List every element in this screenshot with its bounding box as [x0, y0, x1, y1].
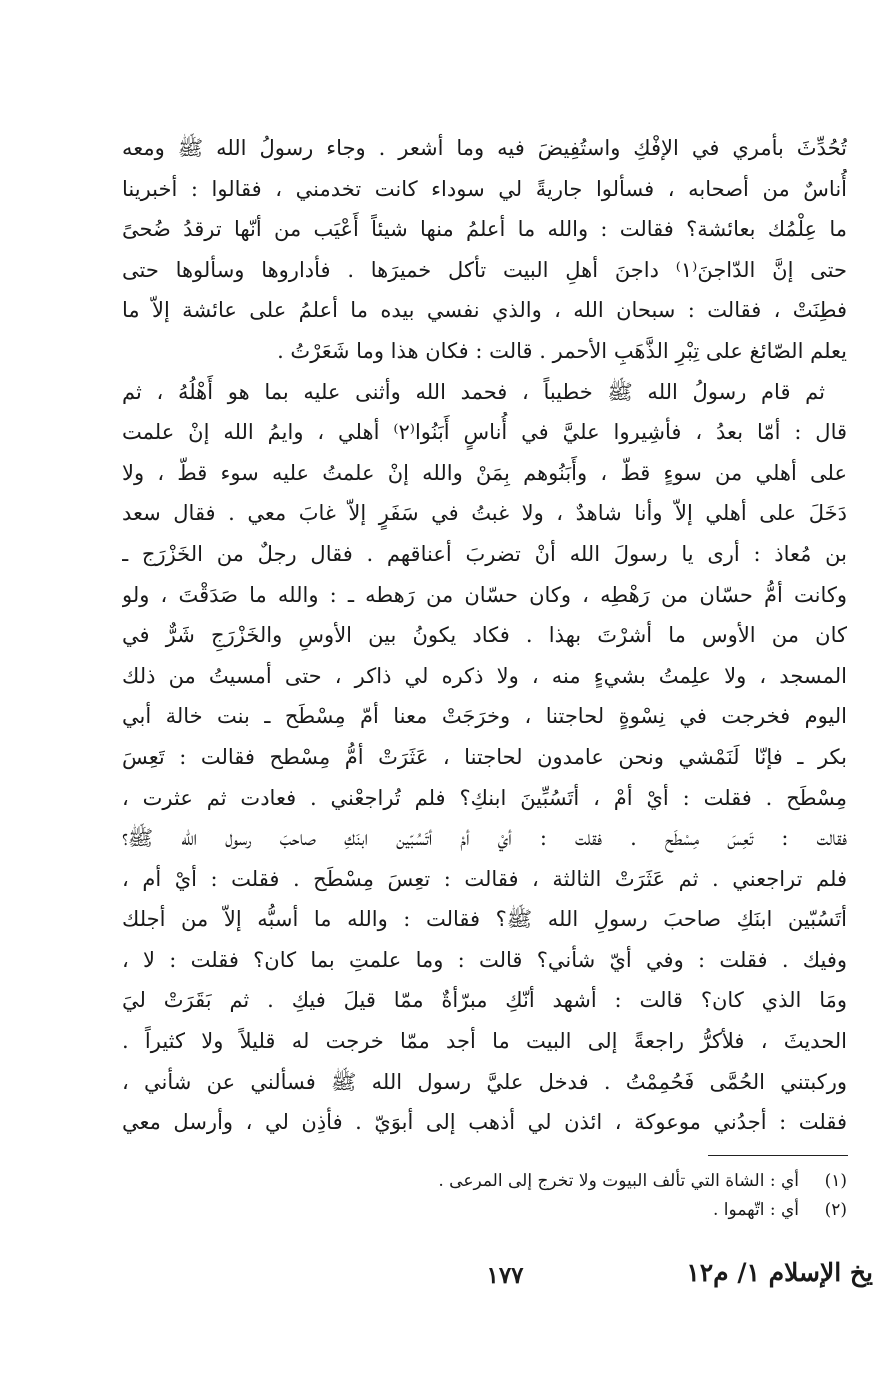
text-line: دَخَلَ على أهلي إلاّ وأنا شاهدٌ ، ولا غبتُ في سَفَرٍ إلاّ غابَ معي . فقال سعد [122, 501, 847, 526]
text-line: وكانت أمُّ حسّان من رَهْطِه ، وكان حسّان من رَهطه ـ : والله ما صَدَقْتَ ، ولو [122, 582, 847, 607]
footnote-text: أي : اتّهموا . [713, 1200, 799, 1220]
printer-signature: يخ الإسلام ١/ م١٢ [686, 1258, 873, 1287]
page-number: ١٧٧ [486, 1262, 524, 1289]
text-line: ما عِلْمُك بعائشة؟ فقالت : والله ما أعلمُ منها شيئاً أَعْيَب من أنّها ترقدُ ضُحىً [122, 217, 847, 242]
text-line: فطِنَتْ ، فقالت : سبحان الله ، والذي نفسي بيده ما أعلمُ على عائشة إلاّ ما [122, 298, 847, 323]
text-line: تُحُدِّثَ بأمري في الإفْكِ واستُفِيضَ فيه وما أشعر . وجاء رسولُ الله ﷺ ومعه [122, 136, 847, 160]
text-line: على أهلي من سوءٍ قطّ ، وأَبَنُوهم بِمَنْ والله إنْ علمتُ عليه سوء قطّ ، ولا [122, 460, 847, 485]
text-line: ثم قام رسولُ الله ﷺ خطيباً ، فحمد الله وأثنى عليه بما هو أَهْلُهُ ، ثم [122, 379, 825, 404]
text-line: فقالت : تَعِسَ مِسْطَح . فقلت : أيْ أمْ أتَسُبّين ابنَكِ صاحبَ رسول الله ﷺ؟ [122, 826, 847, 851]
footnote [122, 1167, 847, 1196]
text-line: بن مُعاذ : أرى يا رسولَ الله أنْ تضربَ أعناقهم . فقال رجلٌ من الخَزْرَج ـ [122, 541, 847, 566]
text-line: ومَا الذي كان؟ قالت : أشهد أنّكِ مبرّأةٌ ممّا قيلَ فيكِ . ثم بَقَرَتْ ليَ [122, 988, 847, 1013]
text-line: وفيك . فقلت : وفي أيّ شأني؟ قالت : وما علمتِ بما كان؟ فقلت : لا ، [122, 947, 847, 972]
footnote-text: أي : الشاة التي تألف البيوت ولا تخرج إلى المرعى . [438, 1171, 799, 1191]
text-line: المسجد ، ولا علِمتُ بشيءٍ منه ، ولا ذكره لي ذاكر ، حتى أمسيتُ من ذلك [122, 663, 847, 688]
main-text [122, 128, 847, 1143]
text-line: بكر ـ فإنّا لَنَمْشي ونحن عامدون لحاجتنا ، عَثَرَتْ أمُّ مِسْطح فقالت : تَعِسَ [122, 744, 847, 769]
footnote-number: (١) [824, 1171, 847, 1191]
footnote [122, 1196, 847, 1225]
text-line: حتى إنَّ الدّاجنَ⁽١⁾ داجنَ أهلِ البيت تأكل خميرَها . فأداروها وسألوها حتى [122, 257, 847, 282]
text-line: مِسْطَح . فقلت : أيْ أمْ ، أتَسُبِّينَ ابنكِ؟ فلم تُراجعْني . فعادت ثم عثرت ، [122, 785, 847, 810]
text-line: الحديثَ ، فلأكرُّ راجعةً إلى البيت ما أجد ممّا خرجت له قليلاً ولا كثيراً . [122, 1029, 847, 1054]
text-line: أُناسٌ من أصحابه ، فسألوا جاريةً لي سوداء كانت تخدمني ، فقالوا : أخبرينا [122, 176, 847, 201]
text-line: قال : أمّا بعدُ ، فأشِيروا عليَّ في أُناسٍ أَبَنُوا⁽٢⁾ أهلي ، وايمُ الله إنْ علمت [122, 420, 847, 445]
text-line: فلم تراجعني . ثم عَثَرَتْ الثالثة ، فقالت : تعِسَ مِسْطَح . فقلت : أيْ أم ، [122, 866, 847, 891]
footnote-number: (٢) [824, 1200, 847, 1220]
text-line: وركبتني الحُمَّى فَحُمِمْتُ . فدخل عليَّ رسول الله ﷺ فسألني عن شأني ، [122, 1069, 847, 1094]
text-line: يعلم الصّائغ على تِبْرِ الذَّهَبِ الأحمر . قالت : فكان هذا وما شَعَرْتُ . [277, 338, 847, 363]
text-line: اليوم فخرجت في نِسْوةٍ لحاجتنا ، وخرَجَتْ معنا أمّ مِسْطَح ـ بنت خالة أبي [122, 704, 847, 729]
footnote-separator [708, 1155, 848, 1156]
footnotes [122, 1167, 847, 1225]
text-line: كان من الأوس ما أشرْتَ بهذا . فكاد يكونُ بين الأوسِ والخَزْرَجِ شَرٌّ في [122, 623, 847, 648]
text-line: أتَسُبّين ابنَكِ صاحبَ رسولِ الله ﷺ؟ فقالت : والله ما أسبُّه إلاّ من أجلك [122, 907, 847, 932]
text-line: فقلت : أجدُني موعوكة ، ائذن لي أذهب إلى أبوَيّ . فأذِن لي ، وأرسل معي [122, 1110, 847, 1135]
